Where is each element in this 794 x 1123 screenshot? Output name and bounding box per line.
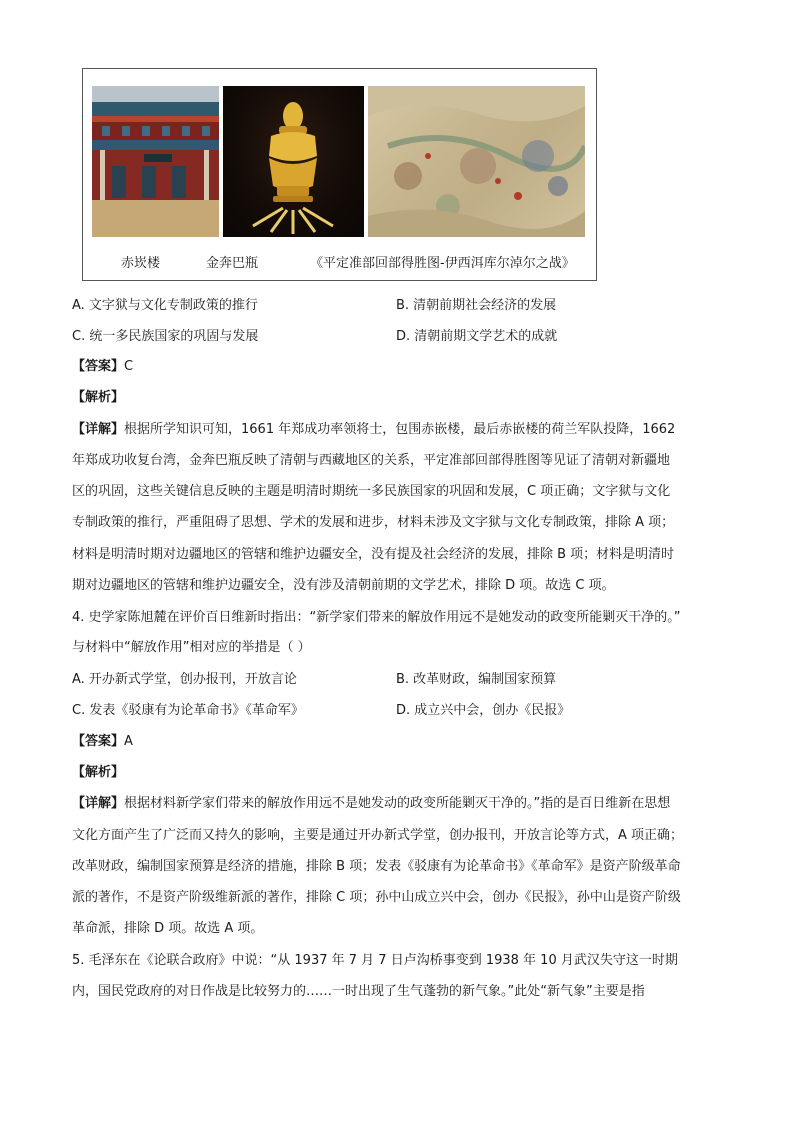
q3-detail-tag: 【详解】 bbox=[72, 422, 125, 437]
q4-stem-line-0: 4. 史学家陈旭麓在评价百日维新时指出：“新学家们带来的解放作用远不是她发动的政变所能剿灭干净的。” bbox=[72, 610, 681, 625]
q3-answer-value: C bbox=[124, 359, 134, 374]
caption-chikan-tower: 赤崁楼 bbox=[121, 256, 161, 271]
q4-answer-value: A bbox=[124, 734, 133, 749]
q3-detail-line-0 bbox=[72, 423, 675, 436]
q4-detail-line-2: 改革财政，编制国家预算是经济的措施，排除 B 项；发表《驳康有为论革命书》《革命军》是资产阶级革命 bbox=[72, 859, 681, 874]
q4-option-c: C. 发表《驳康有为论革命书》《革命军》 bbox=[72, 703, 304, 718]
q3-option-c: C. 统一多民族国家的巩固与发展 bbox=[72, 329, 259, 344]
q4-detail-line-3: 派的著作，不是资产阶级维新派的著作，排除 C 项；孙中山成立兴中会，创办《民报》，孙中山是资产阶级 bbox=[72, 890, 681, 905]
q3-detail-line-1: 年郑成功收复台湾，金奔巴瓶反映了清朝与西藏地区的关系，平定准部回部得胜图等见证了清朝对新疆地 bbox=[72, 453, 671, 468]
q4-detail-text-0: 根据材料新学家们带来的解放作用远不是她发动的政变所能剿灭干净的。”指的是百日维新在思想 bbox=[124, 796, 671, 811]
painting-battle-scene bbox=[368, 86, 585, 237]
caption-battle-painting: 《平定准部回部得胜图-伊西洱库尔淖尔之战》 bbox=[310, 256, 575, 271]
q4-detail-tag: 【详解】 bbox=[72, 796, 125, 811]
q5-stem-line-1: 内，国民党政府的对日作战是比较努力的……一时出现了生气蓬勃的新气象。”此处“新气象”主要是指 bbox=[72, 984, 645, 999]
q3-option-b: B. 清朝前期社会经济的发展 bbox=[396, 298, 557, 313]
q4-answer bbox=[72, 735, 133, 748]
q4-analysis-tag: 【解析】 bbox=[72, 765, 125, 780]
q4-option-d: D. 成立兴中会，创办《民报》 bbox=[396, 703, 571, 718]
q3-option-a: A. 文字狱与文化专制政策的推行 bbox=[72, 298, 258, 313]
q4-answer-tag: 【答案】 bbox=[72, 734, 125, 749]
q3-detail-text-0: 根据所学知识可知，1661 年郑成功率领将士，包围赤嵌楼，最后赤嵌楼的荷兰军队投降，1662 bbox=[124, 422, 676, 437]
figure-panel bbox=[82, 68, 597, 281]
q3-detail-line-3: 专制政策的推行，严重阻碍了思想、学术的发展和进步，材料未涉及文字狱与文化专制政策，排除 A 项； bbox=[72, 515, 675, 530]
q4-detail-line-4: 革命派，排除 D 项。故选 A 项。 bbox=[72, 921, 264, 936]
photo-chikan-tower bbox=[92, 86, 219, 237]
photo-golden-urn bbox=[223, 86, 364, 237]
q3-option-d: D. 清朝前期文学艺术的成就 bbox=[396, 329, 558, 344]
q4-detail-line-1: 文化方面产生了广泛而又持久的影响，主要是通过开办新式学堂，创办报刊，开放言论等方式，A 项正确； bbox=[72, 828, 684, 843]
q3-detail-line-5: 期对边疆地区的管辖和维护边疆安全，没有涉及清朝前期的文学艺术，排除 D 项。故选 C 项。 bbox=[72, 578, 615, 593]
q3-detail-line-2: 区的巩固，这些关键信息反映的主题是明清时期统一多民族国家的巩固和发展，C 项正确；文字狱与文化 bbox=[72, 484, 671, 499]
q4-option-a: A. 开办新式学堂，创办报刊，开放言论 bbox=[72, 672, 297, 687]
q4-stem-line-1: 与材料中“解放作用”相对应的举措是（ ） bbox=[72, 640, 311, 655]
q4-option-b: B. 改革财政，编制国家预算 bbox=[396, 672, 557, 687]
q3-answer bbox=[72, 360, 133, 373]
caption-golden-urn: 金奔巴瓶 bbox=[206, 256, 259, 271]
q3-detail-line-4: 材料是明清时期对边疆地区的管辖和维护边疆安全，没有提及社会经济的发展，排除 B 项；材料是明清时 bbox=[72, 547, 675, 562]
q3-answer-tag: 【答案】 bbox=[72, 359, 125, 374]
q4-detail-line-0 bbox=[72, 797, 670, 810]
q3-analysis-tag: 【解析】 bbox=[72, 390, 125, 405]
q5-stem-line-0: 5. 毛泽东在《论联合政府》中说：“从 1937 年 7 月 7 日卢沟桥事变到 1938 年 10 月武汉失守这一时期 bbox=[72, 953, 678, 968]
